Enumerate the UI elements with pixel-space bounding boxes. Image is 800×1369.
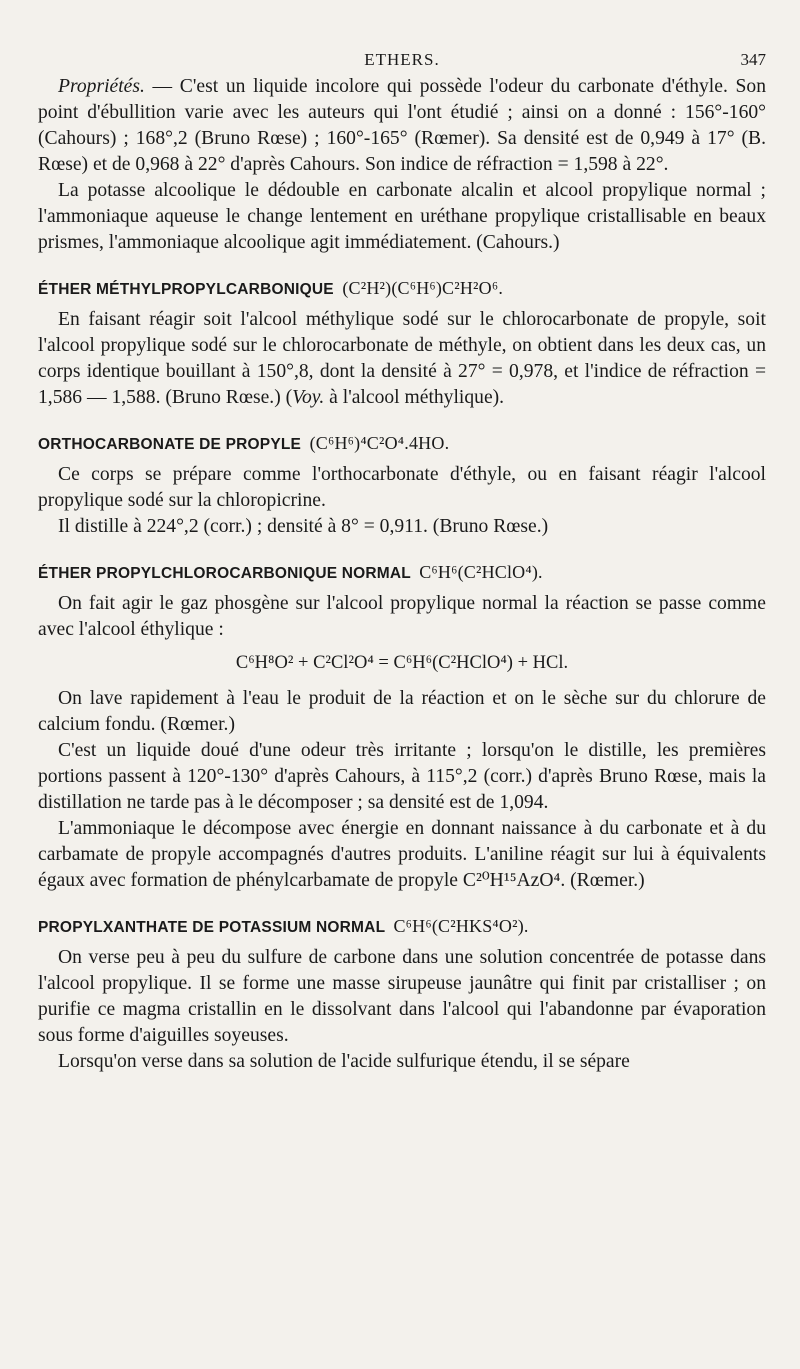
paragraph-chloro-4: L'ammoniaque le décompose avec énergie en donnant naissance à du carbonate et à du carbamate de propyle accompagnés d'autres produits. L'aniline réagit sur lui à équivalents égaux avec formation de phénylcarbamate de propyle C²⁰H¹⁵AzO⁴. (Rœmer.): [38, 818, 766, 891]
chemical-equation: C⁶H⁸O² + C²Cl²O⁴ = C⁶H⁶(C²HClO⁴) + HCl.: [235, 653, 569, 673]
heading-formula: C⁶H⁶(C²HKS⁴O²).: [393, 916, 529, 936]
section-heading-orthocarbonate: [38, 433, 766, 454]
paragraph-orthocarbonate-1: Ce corps se prépare comme l'orthocarbonate d'éthyle, ou en faisant réagir l'alcool propylique sodé sur la chloropicrine.: [38, 464, 766, 511]
paragraph-chloro-2: On lave rapidement à l'eau le produit de la réaction et on le sèche sur du chlorure de calcium fondu. (Rœmer.): [38, 688, 766, 735]
running-title: ETHERS.: [364, 50, 440, 69]
properties-label: Propriétés.: [58, 76, 145, 97]
paragraph-xanthate-2: Lorsqu'on verse dans sa solution de l'acide sulfurique étendu, il se sépare: [58, 1051, 630, 1072]
section-heading-chlorocarbonique: [38, 562, 766, 583]
paragraph-methylpropyl: [38, 307, 766, 411]
section-heading-xanthate: [38, 916, 766, 937]
voy-reference: Voy.: [292, 387, 325, 408]
heading-text: ORTHOCARBONATE DE PROPYLE: [38, 436, 302, 453]
heading-text: ÉTHER PROPYLCHLOROCARBONIQUE NORMAL: [38, 565, 411, 582]
page-number: 347: [740, 50, 766, 69]
paragraph-orthocarbonate-2: Il distille à 224°,2 (corr.) ; densité à 8° = 0,911. (Bruno Rœse.): [58, 516, 549, 537]
paragraph-properties: [38, 74, 766, 178]
section-heading-methylpropyl: [38, 278, 766, 299]
paragraph-chloro-3: C'est un liquide doué d'une odeur très irritante ; lorsqu'on le distille, les premières portions passent à 120°-130° d'après Cahours, à 115°,2 (corr.) d'après Bruno Rœse, mais la distillation ne tarde pas à le décomposer ; sa densité est de 1,094.: [38, 740, 766, 813]
heading-formula: (C²H²)(C⁶H⁶)C²H²O⁶.: [342, 278, 504, 298]
heading-text: ÉTHER MÉTHYLPROPYLCARBONIQUE: [38, 281, 334, 298]
properties-text: — C'est un liquide incolore qui possède l'odeur du carbonate d'éthyle. Son point d'ébullition varie avec les auteurs qui l'ont étudié ; ainsi on a donné : 156°-160° (Cahours) ; 168°,2 (Bruno Rœse) ; 160°-165° (Rœmer). Sa densité est de 0,949 à 17° (B. Rœse) et de 0,968 à 22° d'après Cahours. Son indice de réfraction = 1,598 à 22°.: [38, 76, 766, 175]
heading-formula: C⁶H⁶(C²HClO⁴).: [419, 562, 543, 582]
heading-text: PROPYLXANTHATE DE POTASSIUM NORMAL: [38, 919, 385, 936]
paragraph-chloro-1: On fait agir le gaz phosgène sur l'alcool propylique normal la réaction se passe comme avec l'alcool éthylique :: [38, 593, 766, 640]
heading-formula: (C⁶H⁶)⁴C²O⁴.4HO.: [309, 433, 450, 453]
paragraph-xanthate-1: On verse peu à peu du sulfure de carbone dans une solution concentrée de potasse dans l'alcool propylique. Il se forme une masse sirupeuse jaunâtre qui finit par cristalliser ; on purifie ce magma cristallin en le dissolvant dans l'alcool qui l'abandonne par évaporation sous forme d'aiguilles soyeuses.: [38, 947, 766, 1046]
running-header: [38, 46, 766, 74]
paragraph-text: En faisant réagir soit l'alcool méthylique sodé sur le chlorocarbonate de propyle, soit l'alcool propylique sodé sur le chlorocarbonate de méthyle, on obtient dans les deux cas, un corps identique bouillant à 150°,8, dont la densité à 27° = 0,978, et l'indice de réfraction = 1,586 — 1,588. (Bruno Rœse.) (: [38, 309, 766, 408]
paragraph-potasse: La potasse alcoolique le dédouble en carbonate alcalin et alcool propylique normal ; l'ammoniaque aqueuse le change lentement en uréthane propylique cristallisable en beaux prismes, l'ammoniaque alcoolique agit immédiatement. (Cahours.): [38, 180, 766, 253]
paragraph-text-end: à l'alcool méthylique).: [324, 387, 505, 408]
